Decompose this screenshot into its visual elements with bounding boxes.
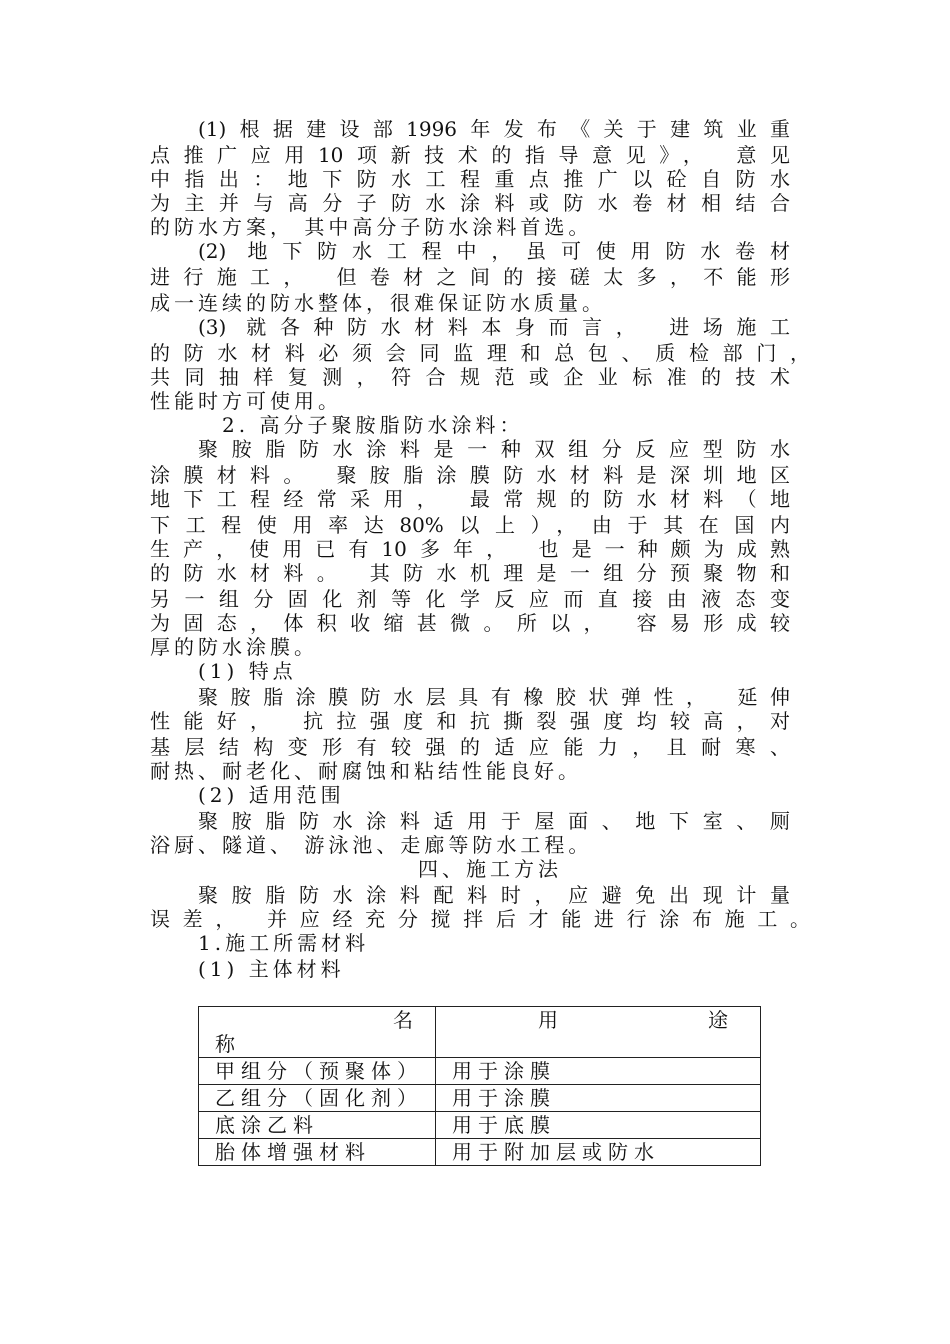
table-header-row	[199, 1007, 761, 1058]
materials-table	[198, 1006, 761, 1166]
table-row	[199, 1085, 761, 1112]
section-heading: 2. 高分子聚胺脂防水涂料：	[222, 413, 524, 437]
text-line: 共同抽样复测，符合规范或企业标准的技术	[150, 365, 790, 389]
table-row	[199, 1112, 761, 1139]
text-line: 聚胺脂防水涂料适用于屋面、地下室、厕	[198, 809, 790, 833]
header-use-wrap	[452, 1008, 754, 1032]
material-name-cell: 胎体增强材料	[199, 1139, 436, 1166]
material-use-cell: 用于涂膜	[436, 1058, 761, 1085]
chapter-heading: 四、施工方法	[418, 857, 562, 881]
header-name-cell	[199, 1007, 436, 1058]
header-use-part: 途	[708, 1008, 734, 1032]
material-name-cell: 乙组分（固化剂）	[199, 1085, 436, 1112]
header-name-part: 称	[215, 1032, 241, 1056]
text-line: (1)根据建设部1996年发布《关于建筑业重	[198, 117, 790, 141]
subsection-heading: (1) 主体材料	[198, 957, 345, 981]
text-line: 的防水材料必须会同监理和总包、质检部门，	[150, 341, 810, 365]
text-line: 地下工程经常采用， 最常规的防水材料（地	[150, 487, 790, 511]
table-row	[199, 1058, 761, 1085]
text-line: 的防水方案， 其中高分子防水涂料首选。	[150, 215, 593, 239]
subsection-heading: (2) 适用范围	[198, 783, 345, 807]
material-name-cell: 甲组分（预聚体）	[199, 1058, 436, 1085]
subsection-heading: (1) 特点	[198, 659, 297, 683]
header-use-part: 用	[538, 1008, 564, 1032]
text-line: 性能时方可使用。	[150, 389, 342, 413]
text-line: 浴厨、隧道、 游泳池、走廊等防水工程。	[150, 833, 593, 857]
text-line: 聚胺脂防水涂料是一种双组分反应型防水	[198, 437, 790, 461]
text-line: 基层结构变形有较强的适应能力，且耐寒、	[150, 735, 790, 759]
material-use-cell: 用于底膜	[436, 1112, 761, 1139]
material-name-cell: 底涂乙料	[199, 1112, 436, 1139]
material-use-cell: 用于附加层或防水	[436, 1139, 761, 1166]
text-line: 耐热、耐老化、耐腐蚀和粘结性能良好。	[150, 759, 582, 783]
text-line: 成一连续的防水整体，很难保证防水质量。	[150, 291, 606, 315]
text-line: 中指出：地下防水工程重点推广以砼自防水	[150, 167, 790, 191]
section-heading: 1.施工所需材料	[198, 931, 370, 955]
text-line: 点推广应用10项新技术的指导意见》， 意见	[150, 143, 790, 167]
text-line: 涂膜材料。 聚胺脂涂膜防水材料是深圳地区	[150, 463, 790, 487]
text-line: 进行施工， 但卷材之间的接磋太多，不能形	[150, 265, 790, 289]
text-line: 另一组分固化剂等化学反应而直接由液态变	[150, 587, 790, 611]
text-line: 聚胺脂涂膜防水层具有橡胶状弹性， 延伸	[198, 685, 790, 709]
header-use-cell	[436, 1007, 761, 1058]
text-line: 误差， 并应经充分搅拌后才能进行涂布施工。	[150, 907, 810, 931]
text-line: 生产，使用已有10多年， 也是一种颇为成熟	[150, 537, 790, 561]
table-row	[199, 1139, 761, 1166]
text-line: (2) 地下防水工程中，虽可使用防水卷材	[198, 239, 790, 263]
text-line: 为固态，体积收缩甚微。所以， 容易形成较	[150, 611, 790, 635]
header-name-part: 名	[393, 1008, 419, 1032]
text-line: 下工程使用率达80%以上），由于其在国内	[150, 513, 790, 537]
text-line: 厚的防水涂膜。	[150, 635, 318, 659]
text-line: (3) 就各种防水材料本身而言， 进场施工	[198, 315, 790, 339]
material-use-cell: 用于涂膜	[436, 1085, 761, 1112]
text-line: 聚胺脂防水涂料配料时，应避免出现计量	[198, 883, 790, 907]
text-line: 为主并与高分子防水涂料或防水卷材相结合	[150, 191, 790, 215]
text-line: 的防水材料。 其防水机理是一组分预聚物和	[150, 561, 790, 585]
text-line: 性能好， 抗拉强度和抗撕裂强度均较高，对	[150, 709, 790, 733]
